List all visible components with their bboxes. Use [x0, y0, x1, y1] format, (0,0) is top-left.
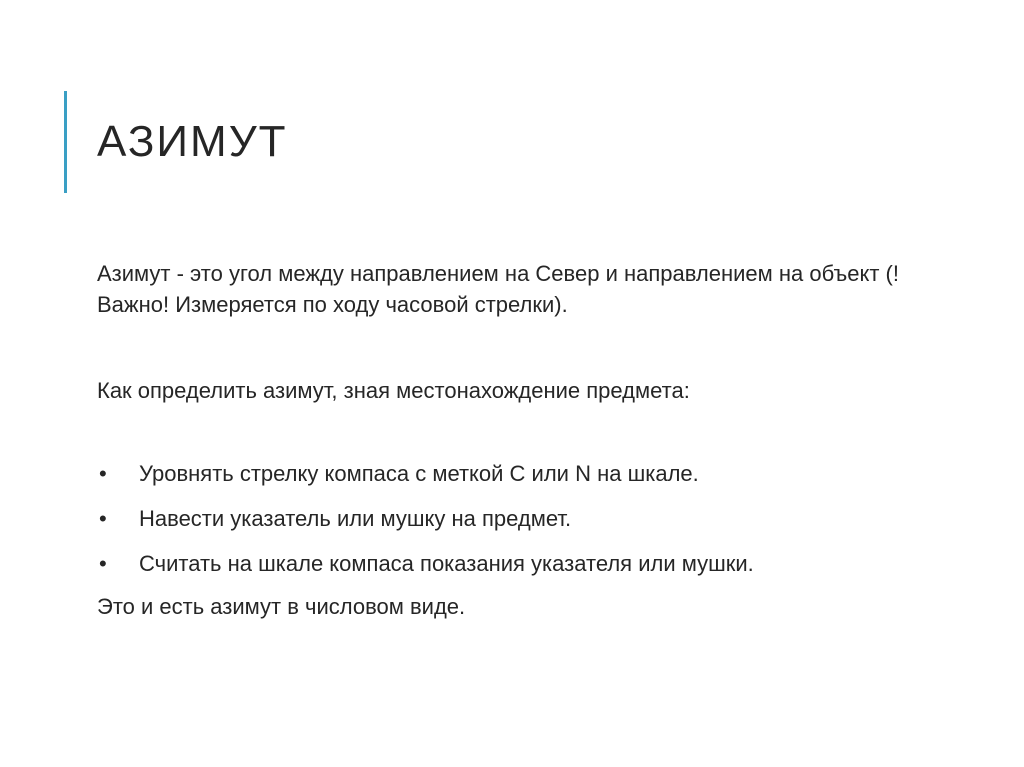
step-text: Уровнять стрелку компаса с меткой С или N на шкале. — [139, 461, 699, 486]
list-item — [97, 548, 957, 579]
bullet-icon: • — [99, 506, 107, 531]
conclusion-paragraph: Это и есть азимут в числовом виде. — [97, 594, 466, 619]
list-item — [97, 503, 957, 534]
slide-content — [97, 258, 957, 622]
slide-title: АЗИМУТ — [97, 117, 288, 166]
bullet-icon: • — [99, 461, 107, 486]
step-text: Навести указатель или мушку на предмет. — [139, 506, 572, 531]
steps-list — [97, 458, 957, 579]
bullet-icon: • — [99, 551, 107, 576]
title-accent-bar — [64, 91, 67, 193]
step-text: Считать на шкале компаса показания указателя или мушки. — [139, 551, 754, 576]
question-paragraph: Как определить азимут, зная местонахождение предмета: — [97, 378, 690, 403]
definition-paragraph: Азимут - это угол между направлением на Север и направлением на объект (!Важно! Измеряется по ходу часовой стрелки). — [97, 261, 899, 317]
list-item — [97, 458, 957, 489]
